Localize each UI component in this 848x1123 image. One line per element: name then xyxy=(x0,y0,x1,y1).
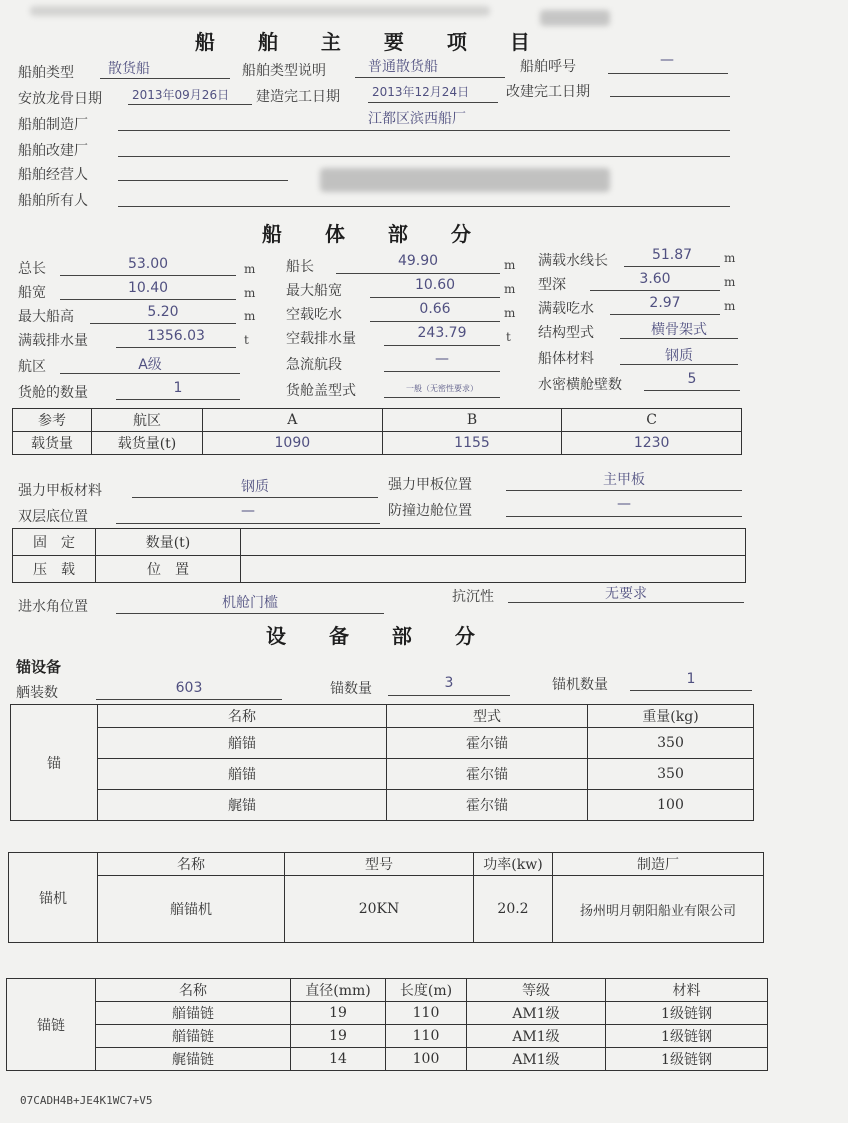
breadth-line xyxy=(60,299,236,300)
redacted-area xyxy=(320,168,610,192)
flood-angle-label: 进水角位置 xyxy=(18,599,88,615)
table-cell: 1090 xyxy=(203,432,383,455)
lightdraft-label: 空载吃水 xyxy=(286,307,342,323)
redacted-area xyxy=(540,10,610,26)
holds-value: 1 xyxy=(173,380,183,396)
outfit-line xyxy=(96,699,282,700)
breadth-unit: m xyxy=(244,286,256,300)
table-cell: AM1级 xyxy=(467,1025,606,1048)
depth-unit: m xyxy=(724,275,736,289)
type-desc-line xyxy=(355,77,505,78)
length-value: 49.90 xyxy=(397,253,439,269)
table-cell: 锚 xyxy=(11,705,98,821)
table-cell: 艏锚 xyxy=(98,759,387,790)
table-row xyxy=(11,790,754,821)
sink-value: 无要求 xyxy=(605,586,647,602)
dblbottom-label: 双层底位置 xyxy=(18,509,88,525)
table-row xyxy=(11,728,754,759)
struct-value: 横骨架式 xyxy=(651,322,707,338)
fulldisp-line xyxy=(116,347,236,348)
loa-unit: m xyxy=(244,262,256,276)
ballast-table xyxy=(12,528,746,583)
winch-count-value: 1 xyxy=(686,671,696,687)
wl-label: 满载水线长 xyxy=(538,253,608,269)
page-title: 船 舶 主 要 项 目 xyxy=(195,30,548,54)
table-cell: 功率(kw) xyxy=(474,853,553,876)
dblbottom-value: — xyxy=(241,503,255,519)
hull-section-title: 船 体 部 分 xyxy=(262,222,489,246)
outfit-value: 603 xyxy=(175,680,203,696)
holds-line xyxy=(116,399,240,400)
table-cell: 名称 xyxy=(98,705,387,728)
table-row xyxy=(7,1025,768,1048)
table-cell: 压 载 xyxy=(13,556,96,583)
bulkhead-value: 5 xyxy=(687,371,697,387)
rebuilder-label: 船舶改建厂 xyxy=(18,143,88,159)
table-cell: 名称 xyxy=(98,853,285,876)
bulkhead-label: 水密横舱壁数 xyxy=(538,377,622,393)
table-cell: A xyxy=(203,409,383,432)
cargo-table xyxy=(12,408,742,455)
callsign-label: 船舶呼号 xyxy=(520,59,576,75)
fulldisp-label: 满载排水量 xyxy=(18,333,88,349)
rapids-line xyxy=(384,371,500,372)
table-cell: C xyxy=(562,409,742,432)
table-cell: 型式 xyxy=(387,705,588,728)
loa-line xyxy=(60,275,236,276)
winch-count-label: 锚机数量 xyxy=(552,677,608,693)
outfit-label: 舾装数 xyxy=(16,685,58,701)
anchor-count-line xyxy=(388,695,510,696)
wl-unit: m xyxy=(724,251,736,265)
sink-label: 抗沉性 xyxy=(452,589,494,605)
length-label: 船长 xyxy=(286,259,314,275)
material-label: 船体材料 xyxy=(538,351,594,367)
strdeck-pos-line xyxy=(506,490,742,491)
dblbottom-line xyxy=(116,523,380,524)
table-cell: 重量(kg) xyxy=(588,705,754,728)
table-cell: 等级 xyxy=(467,979,606,1002)
table-cell: 1级链钢 xyxy=(606,1025,768,1048)
table-cell: 参考 xyxy=(13,409,92,432)
table-cell: 19 xyxy=(291,1025,386,1048)
hatch-label: 货舱盖型式 xyxy=(286,383,356,399)
callsign-value: — xyxy=(660,52,674,68)
table-cell: 艉锚链 xyxy=(96,1048,291,1071)
table-cell: 1级链钢 xyxy=(606,1002,768,1025)
table-row xyxy=(9,853,764,876)
table-cell: 艏锚链 xyxy=(96,1002,291,1025)
table-cell: 载货量 xyxy=(13,432,92,455)
table-cell: 1230 xyxy=(562,432,742,455)
length-unit: m xyxy=(504,258,516,272)
loa-label: 总长 xyxy=(18,261,46,277)
table-row xyxy=(7,1048,768,1071)
strdeck-pos-label: 强力甲板位置 xyxy=(388,477,472,493)
table-cell: 航区 xyxy=(92,409,203,432)
table-cell: 霍尔锚 xyxy=(387,790,588,821)
flood-angle-value: 机舱门槛 xyxy=(222,595,278,611)
table-cell: AM1级 xyxy=(467,1048,606,1071)
table-row xyxy=(13,432,742,455)
length-line xyxy=(336,273,500,274)
table-cell: 100 xyxy=(588,790,754,821)
callsign-line xyxy=(608,73,728,74)
depth-value: 3.60 xyxy=(639,271,671,287)
table-row xyxy=(13,409,742,432)
fulldraft-unit: m xyxy=(724,299,736,313)
built-label: 建造完工日期 xyxy=(256,89,340,105)
depth-line xyxy=(590,290,720,291)
area-value: A级 xyxy=(138,357,162,373)
maxheight-line xyxy=(90,323,236,324)
lightdisp-unit: t xyxy=(506,330,511,344)
anchor-count-label: 锚数量 xyxy=(330,681,372,697)
winch-table xyxy=(8,852,764,943)
table-row xyxy=(11,705,754,728)
table-cell xyxy=(241,556,746,583)
table-cell: 110 xyxy=(386,1025,467,1048)
keel-value: 2013年09月26日 xyxy=(132,88,230,102)
maxheight-unit: m xyxy=(244,309,256,323)
keel-label: 安放龙骨日期 xyxy=(18,91,102,107)
strdeck-pos-value: 主甲板 xyxy=(603,472,645,488)
table-cell: 艏锚链 xyxy=(96,1025,291,1048)
table-cell: 载货量(t) xyxy=(92,432,203,455)
bulkhead-line xyxy=(644,390,740,391)
document-code: 07CADH4B+JE4K1WC7+V5 xyxy=(20,1094,153,1107)
loa-value: 53.00 xyxy=(127,256,169,272)
table-cell: 扬州明月朝阳船业有限公司 xyxy=(553,876,764,943)
table-cell: 名称 xyxy=(96,979,291,1002)
rebuilder-line xyxy=(118,156,730,157)
table-cell: 直径(mm) xyxy=(291,979,386,1002)
fulldraft-value: 2.97 xyxy=(649,295,681,311)
winch-count-line xyxy=(630,690,752,691)
table-cell: B xyxy=(382,409,562,432)
table-cell: 霍尔锚 xyxy=(387,759,588,790)
rebuilt-line xyxy=(610,96,730,97)
fulldraft-line xyxy=(610,314,720,315)
maxbreadth-label: 最大船宽 xyxy=(286,283,342,299)
table-cell: 1级链钢 xyxy=(606,1048,768,1071)
lightdisp-line xyxy=(384,345,500,346)
builder-label: 船舶制造厂 xyxy=(18,117,88,133)
type-desc-label: 船舶类型说明 xyxy=(242,63,326,79)
rapids-label: 急流航段 xyxy=(286,357,342,373)
fulldisp-value: 1356.03 xyxy=(147,328,205,344)
table-cell: 14 xyxy=(291,1048,386,1071)
table-cell: AM1级 xyxy=(467,1002,606,1025)
table-cell: 艉锚 xyxy=(98,790,387,821)
table-cell: 20KN xyxy=(285,876,474,943)
table-row xyxy=(13,529,746,556)
breadth-label: 船宽 xyxy=(18,285,46,301)
lightdraft-value: 0.66 xyxy=(419,301,451,317)
material-value: 钢质 xyxy=(665,348,693,364)
anchor-count-value: 3 xyxy=(444,675,454,691)
chain-table xyxy=(6,978,768,1071)
strdeck-mat-label: 强力甲板材料 xyxy=(18,483,102,499)
lightdraft-unit: m xyxy=(504,306,516,320)
table-cell: 100 xyxy=(386,1048,467,1071)
table-cell: 霍尔锚 xyxy=(387,728,588,759)
maxheight-label: 最大船高 xyxy=(18,309,74,325)
maxbreadth-line xyxy=(370,297,500,298)
wl-line xyxy=(624,266,720,267)
maxbreadth-unit: m xyxy=(504,282,516,296)
wl-value: 51.87 xyxy=(651,247,693,263)
keel-line xyxy=(128,104,252,105)
table-cell: 固 定 xyxy=(13,529,96,556)
maxbreadth-value: 10.60 xyxy=(414,277,456,293)
table-cell: 型号 xyxy=(285,853,474,876)
equipment-section-title: 设 备 部 分 xyxy=(266,624,493,648)
built-value: 2013年12月24日 xyxy=(372,85,470,99)
operator-label: 船舶经营人 xyxy=(18,167,88,183)
owner-label: 船舶所有人 xyxy=(18,193,88,209)
flood-angle-line xyxy=(116,613,384,614)
owner-line xyxy=(118,206,730,207)
hatch-value: 一般（无密性要求） xyxy=(406,384,478,393)
ship-type-value: 散货船 xyxy=(108,61,150,77)
table-cell: 350 xyxy=(588,728,754,759)
table-cell: 位 置 xyxy=(96,556,241,583)
table-cell: 350 xyxy=(588,759,754,790)
table-cell: 制造厂 xyxy=(553,853,764,876)
anchor-equipment-heading: 锚设备 xyxy=(16,658,62,676)
table-cell: 长度(m) xyxy=(386,979,467,1002)
maxheight-value: 5.20 xyxy=(147,304,179,320)
fulldisp-unit: t xyxy=(244,333,249,347)
depth-label: 型深 xyxy=(538,277,566,293)
holds-label: 货舱的数量 xyxy=(18,385,88,401)
table-cell xyxy=(241,529,746,556)
table-cell: 锚机 xyxy=(9,853,98,943)
collision-value: — xyxy=(617,496,631,512)
table-cell: 艏锚 xyxy=(98,728,387,759)
table-cell: 锚链 xyxy=(7,979,96,1071)
struct-label: 结构型式 xyxy=(538,325,594,341)
rebuilt-label: 改建完工日期 xyxy=(506,84,590,100)
built-line xyxy=(368,102,498,103)
anchor-table xyxy=(10,704,754,821)
builder-line xyxy=(118,130,730,131)
rapids-value: — xyxy=(435,351,449,367)
table-row xyxy=(7,979,768,1002)
strdeck-mat-value: 钢质 xyxy=(241,479,269,495)
table-cell: 1155 xyxy=(382,432,562,455)
ship-type-label: 船舶类型 xyxy=(18,65,74,81)
hatch-line xyxy=(384,397,500,398)
area-label: 航区 xyxy=(18,359,46,375)
table-cell: 20.2 xyxy=(474,876,553,943)
fulldraft-label: 满载吃水 xyxy=(538,301,594,317)
strdeck-mat-line xyxy=(132,497,378,498)
table-row xyxy=(7,1002,768,1025)
lightdisp-label: 空载排水量 xyxy=(286,331,356,347)
collision-label: 防撞边舱位置 xyxy=(388,503,472,519)
breadth-value: 10.40 xyxy=(127,280,169,296)
table-row xyxy=(9,876,764,943)
lightdisp-value: 243.79 xyxy=(417,325,467,341)
table-cell: 110 xyxy=(386,1002,467,1025)
collision-line xyxy=(506,516,742,517)
table-row xyxy=(11,759,754,790)
ship-type-line xyxy=(100,78,230,79)
builder-value: 江都区滨西船厂 xyxy=(368,111,466,127)
type-desc-value: 普通散货船 xyxy=(368,59,438,75)
table-cell: 艏锚机 xyxy=(98,876,285,943)
table-cell: 数量(t) xyxy=(96,529,241,556)
table-row xyxy=(13,556,746,583)
table-cell: 材料 xyxy=(606,979,768,1002)
redacted-area xyxy=(30,6,490,16)
table-cell: 19 xyxy=(291,1002,386,1025)
lightdraft-line xyxy=(370,321,500,322)
operator-line xyxy=(118,180,288,181)
